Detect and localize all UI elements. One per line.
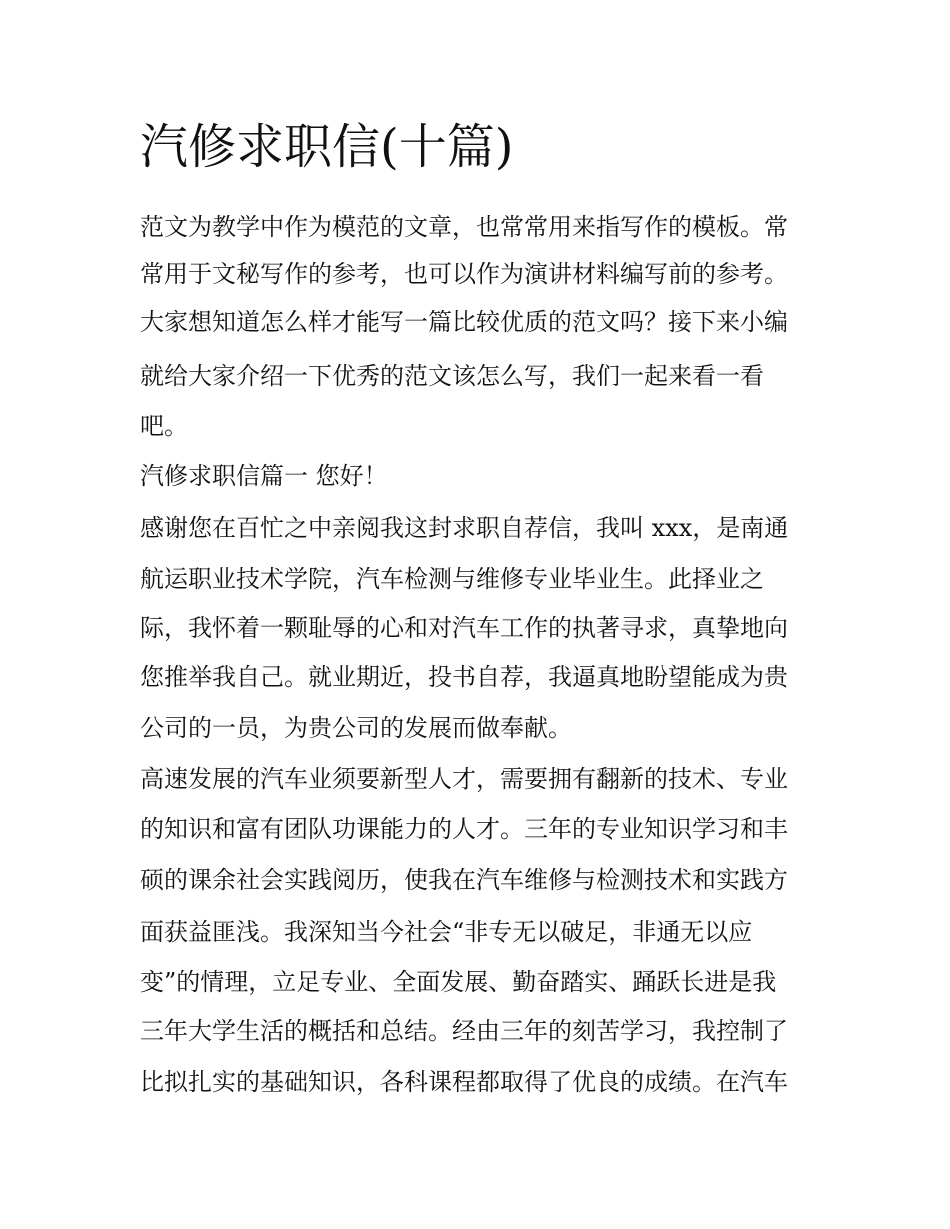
paragraph-line: 面获益匪浅。我深知当今社会“非专无以破足，非通无以应 — [140, 918, 753, 946]
paragraph-line: 硕的课余社会实践阅历，使我在汽车维修与检测技术和实践方 — [140, 866, 788, 894]
paragraph-line: 大家想知道怎么样才能写一篇比较优质的范文吗？接下来小编 — [140, 308, 788, 336]
paragraph-line: 感谢您在百忙之中亲阅我这封求职自荐信，我叫 xxx，是南通 — [140, 514, 789, 542]
paragraph-line: 比拟扎实的基础知识，各科课程都取得了优良的成绩。在汽车 — [140, 1068, 788, 1096]
paragraph-line: 常用于文秘写作的参考，也可以作为演讲材料编写前的参考。 — [140, 260, 788, 288]
paragraph-line: 就给大家介绍一下优秀的范文该怎么写，我们一起来看一看 — [140, 362, 764, 390]
paragraph-line: 您推举我自己。就业期近，投书自荐，我逼真地盼望能成为贵 — [140, 663, 788, 691]
paragraph-line: 航运职业技术学院，汽车检测与维修专业毕业生。此择业之 — [140, 565, 764, 593]
paragraph-line: 公司的一员，为贵公司的发展而做奉献。 — [140, 714, 572, 742]
paragraph-line: 吧。 — [140, 412, 188, 440]
paragraph-line: 范文为教学中作为模范的文章，也常常用来指写作的模板。常 — [140, 213, 788, 241]
section-heading-line: 汽修求职信篇一 您好！ — [140, 462, 388, 490]
paragraph-line: 三年大学生活的概括和总结。经由三年的刻苦学习，我控制了 — [140, 1017, 788, 1045]
document-title: 汽修求职信(十篇) — [140, 119, 514, 175]
paragraph-line: 的知识和富有团队功课能力的人才。三年的专业知识学习和丰 — [140, 815, 788, 843]
paragraph-line: 变”的情理，立足专业、全面发展、勤奋踏实、踊跃长进是我 — [140, 968, 777, 996]
paragraph-line: 高速发展的汽车业须要新型人才，需要拥有翻新的技术、专业 — [140, 765, 788, 793]
paragraph-line: 际，我怀着一颗耻辱的心和对汽车工作的执著寻求，真挚地向 — [140, 614, 788, 642]
